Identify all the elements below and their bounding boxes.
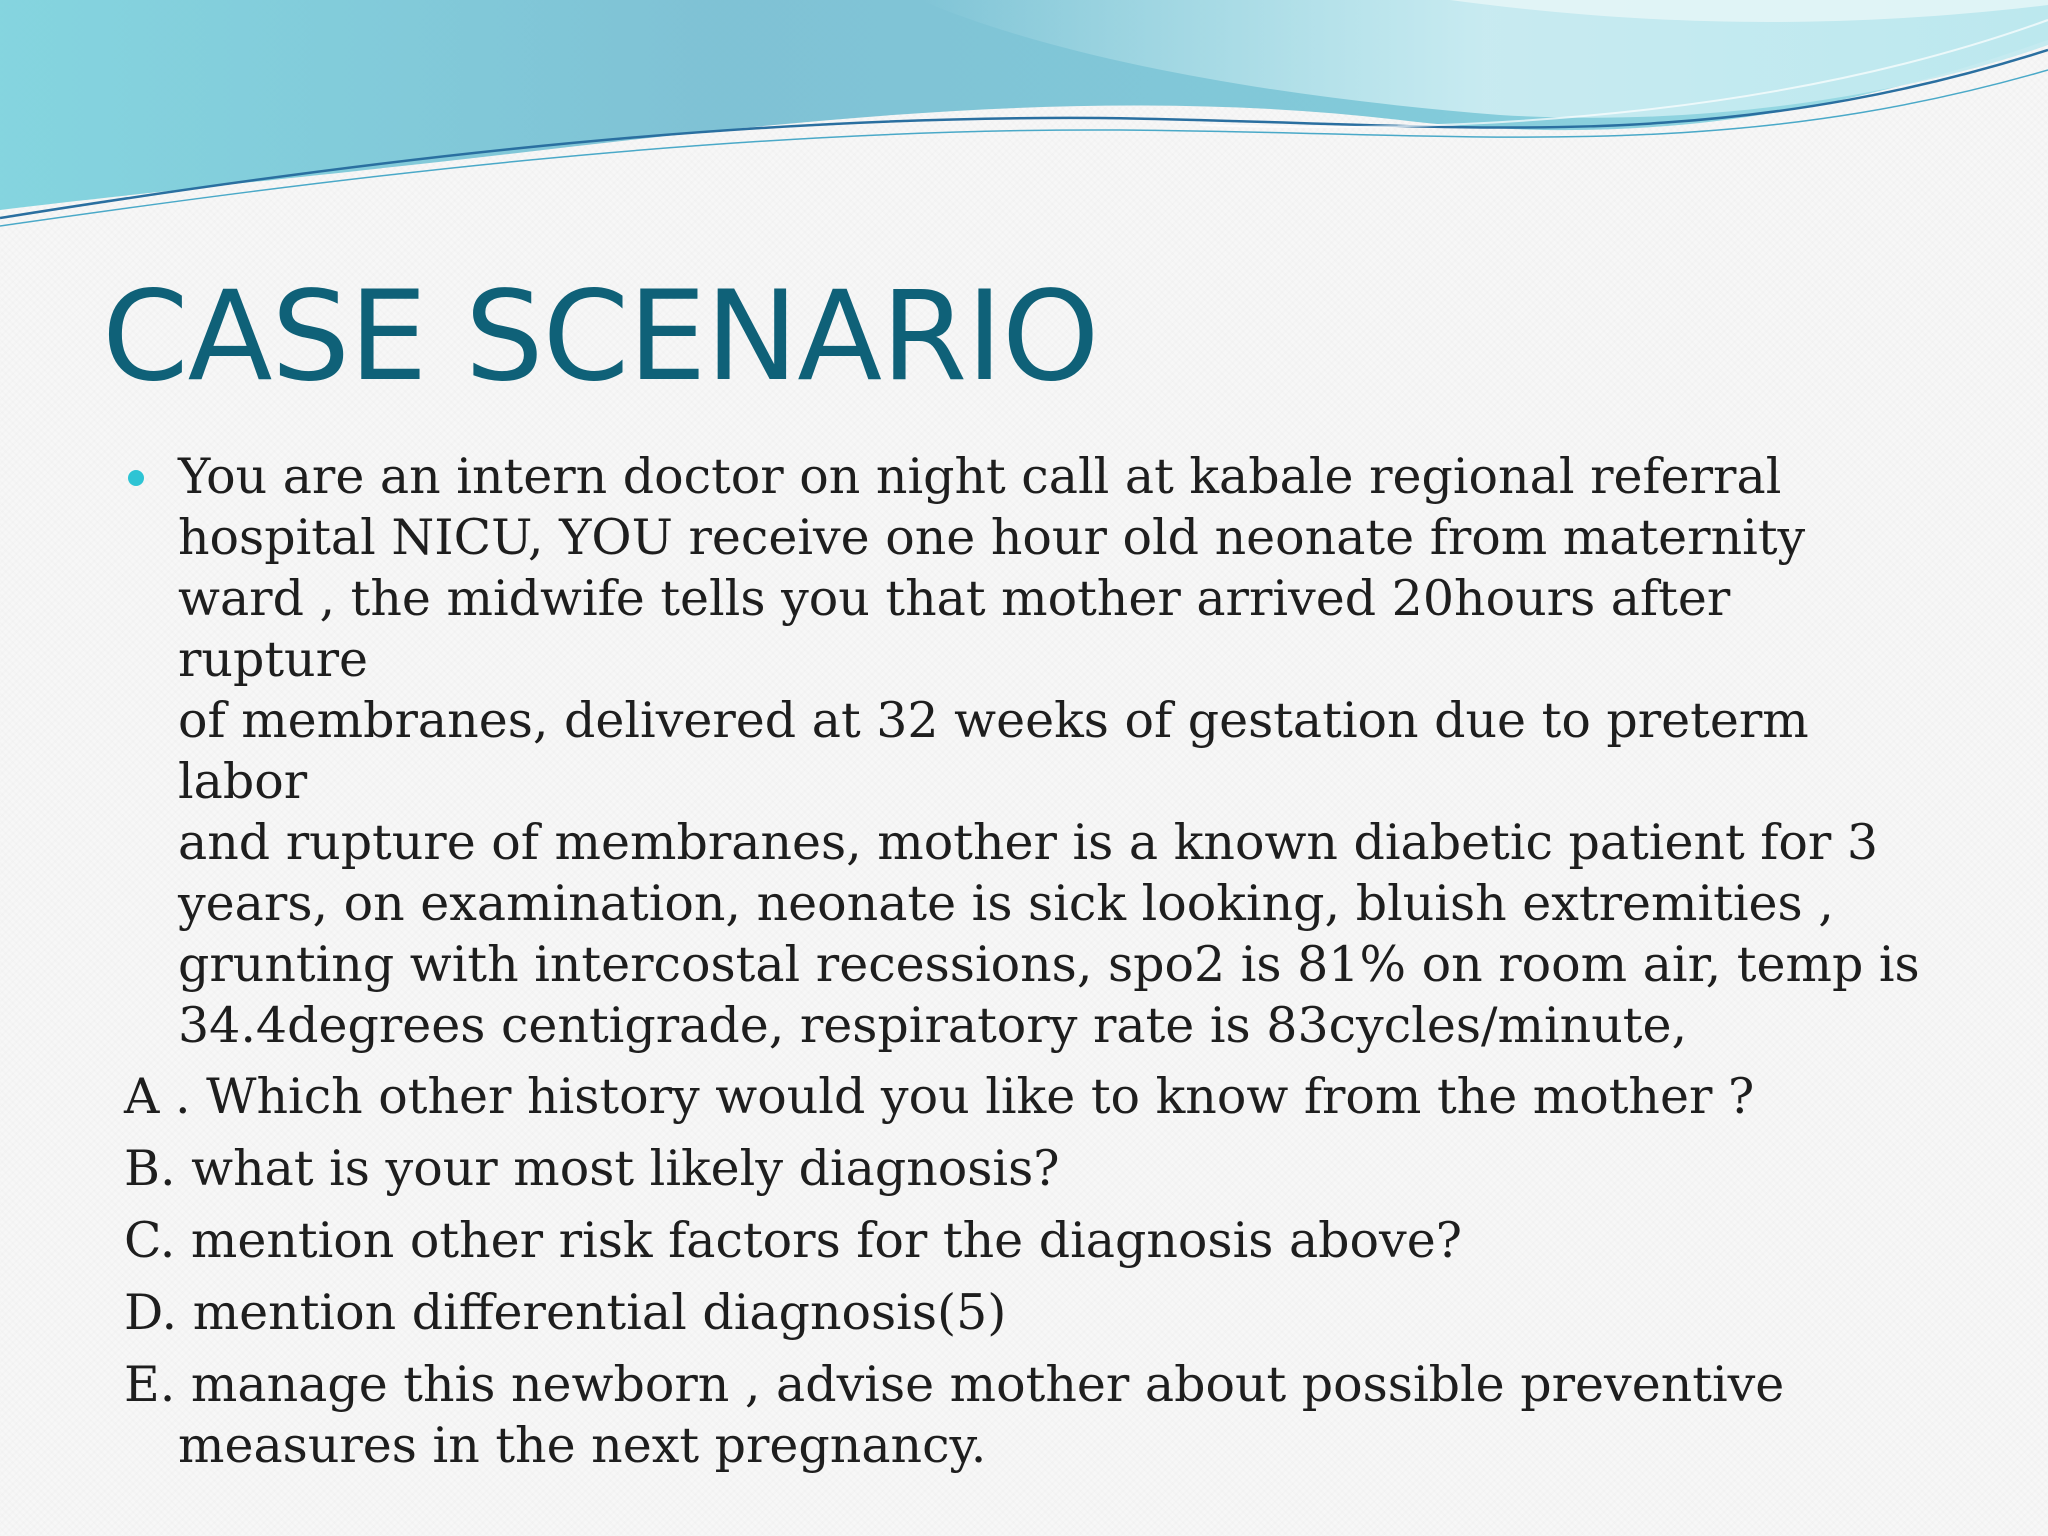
scenario-line: You are an intern doctor on night call at kabale regional referral [178,448,1782,505]
scenario-line: years, on examination, neonate is sick looking, bluish extremities , [178,875,1834,932]
header-wave-decoration [0,0,2048,240]
case-scenario-paragraph [124,446,1924,1056]
scenario-line: hospital NICU, YOU receive one hour old neonate from maternity [178,509,1806,566]
scenario-line: of membranes, delivered at 32 weeks of gestation due to preterm labor [178,692,1809,810]
scenario-line: and rupture of membranes, mother is a known diabetic patient for 3 [178,814,1879,871]
scenario-line: ward , the midwife tells you that mother arrived 20hours after rupture [178,570,1731,688]
question-b: B. what is your most likely diagnosis? [124,1140,1060,1197]
question-e [124,1354,1924,1476]
question-c: C. mention other risk factors for the diagnosis above? [124,1212,1463,1269]
slide-title: CASE SCENARIO [102,265,1099,409]
scenario-line: 34.4degrees centigrade, respiratory rate is 83cycles/minute, [178,997,1688,1054]
question-e-line: measures in the next pregnancy. [178,1417,987,1474]
question-e-line: E. manage this newborn , advise mother about possible preventive [124,1356,1785,1413]
question-a: A . Which other history would you like to know from the mother ? [124,1068,1755,1125]
scenario-line: grunting with intercostal recessions, spo2 is 81% on room air, temp is [178,936,1920,993]
question-d: D. mention differential diagnosis(5) [124,1284,1007,1341]
bullet-dot-icon [128,470,144,486]
slide-body [124,446,1924,1487]
